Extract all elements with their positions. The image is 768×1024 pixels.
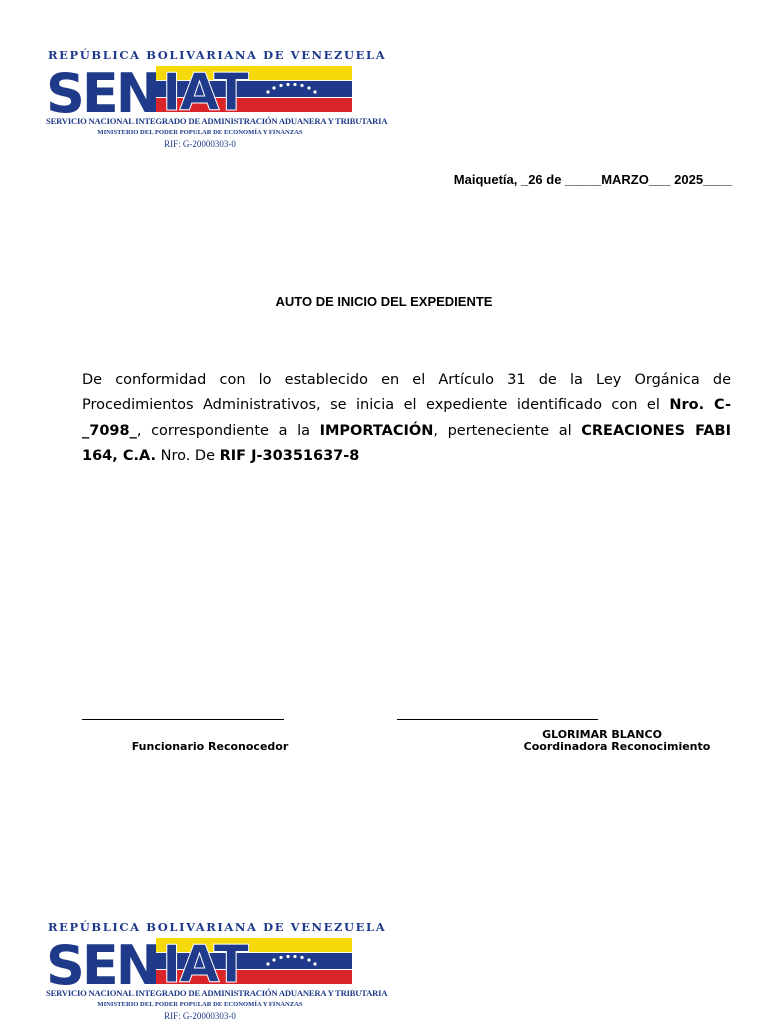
logo-servicio-text: SERVICIO NACIONAL INTEGRADO DE ADMINISTRACIÓN ADUANERA Y TRIBUTARIA — [46, 116, 388, 126]
logo-republica-text: REPÚBLICA BOLIVARIANA DE VENEZUELA — [48, 48, 387, 62]
logo-rif-text: RIF: G-20000303-0 — [164, 1011, 236, 1021]
company-name: CREACIONES FABI 164, C.A. — [82, 422, 731, 464]
logo-iat-text: IAT — [162, 64, 248, 116]
expediente-number: Nro. C-_7098_ — [82, 397, 731, 439]
logo-sen-text: SEN — [46, 936, 158, 988]
right-signature-role: Coordinadora Reconocimiento — [523, 740, 711, 753]
seniat-flag-icon — [46, 64, 354, 116]
left-signature-line — [82, 719, 284, 720]
body-text-4: Nro. De — [155, 447, 220, 464]
logo-sen-text: SEN — [46, 64, 158, 116]
seniat-logo-top — [46, 48, 388, 152]
body-text-3: , perteneciente al — [433, 422, 582, 439]
document-title: AUTO DE INICIO DEL EXPEDIENTE — [275, 294, 493, 309]
left-signature-role: Funcionario Reconocedor — [131, 740, 289, 753]
body-text-1: De conformidad con lo establecido en el Artículo 31 de la Ley Orgánica de Procedimientos Administrativos, se inicia el expediente identificado con el — [82, 372, 731, 414]
body-paragraph — [82, 368, 731, 469]
logo-servicio-text: SERVICIO NACIONAL INTEGRADO DE ADMINISTRACIÓN ADUANERA Y TRIBUTARIA — [46, 988, 388, 998]
company-rif: RIF J-30351637-8 — [219, 447, 360, 464]
seniat-logo-bottom — [46, 920, 388, 1024]
logo-iat-text: IAT — [162, 936, 248, 988]
logo-ministerio-text: MINISTERIO DEL PODER POPULAR DE ECONOMÍA Y FINANZAS — [97, 129, 303, 136]
logo-ministerio-text: MINISTERIO DEL PODER POPULAR DE ECONOMÍA Y FINANZAS — [97, 1001, 303, 1008]
logo-republica-text: REPÚBLICA BOLIVARIANA DE VENEZUELA — [48, 920, 387, 934]
seniat-flag-icon — [46, 936, 354, 988]
right-signature-name: GLORIMAR BLANCO — [542, 728, 662, 741]
logo-rif-text: RIF: G-20000303-0 — [164, 139, 236, 149]
date-line: Maiquetía, _26 de _____MARZO___ 2025____ — [453, 172, 732, 187]
importacion-label: IMPORTACIÓN — [319, 422, 434, 439]
right-signature-line — [397, 719, 598, 720]
body-text-2: , correspondiente a la — [136, 422, 320, 439]
